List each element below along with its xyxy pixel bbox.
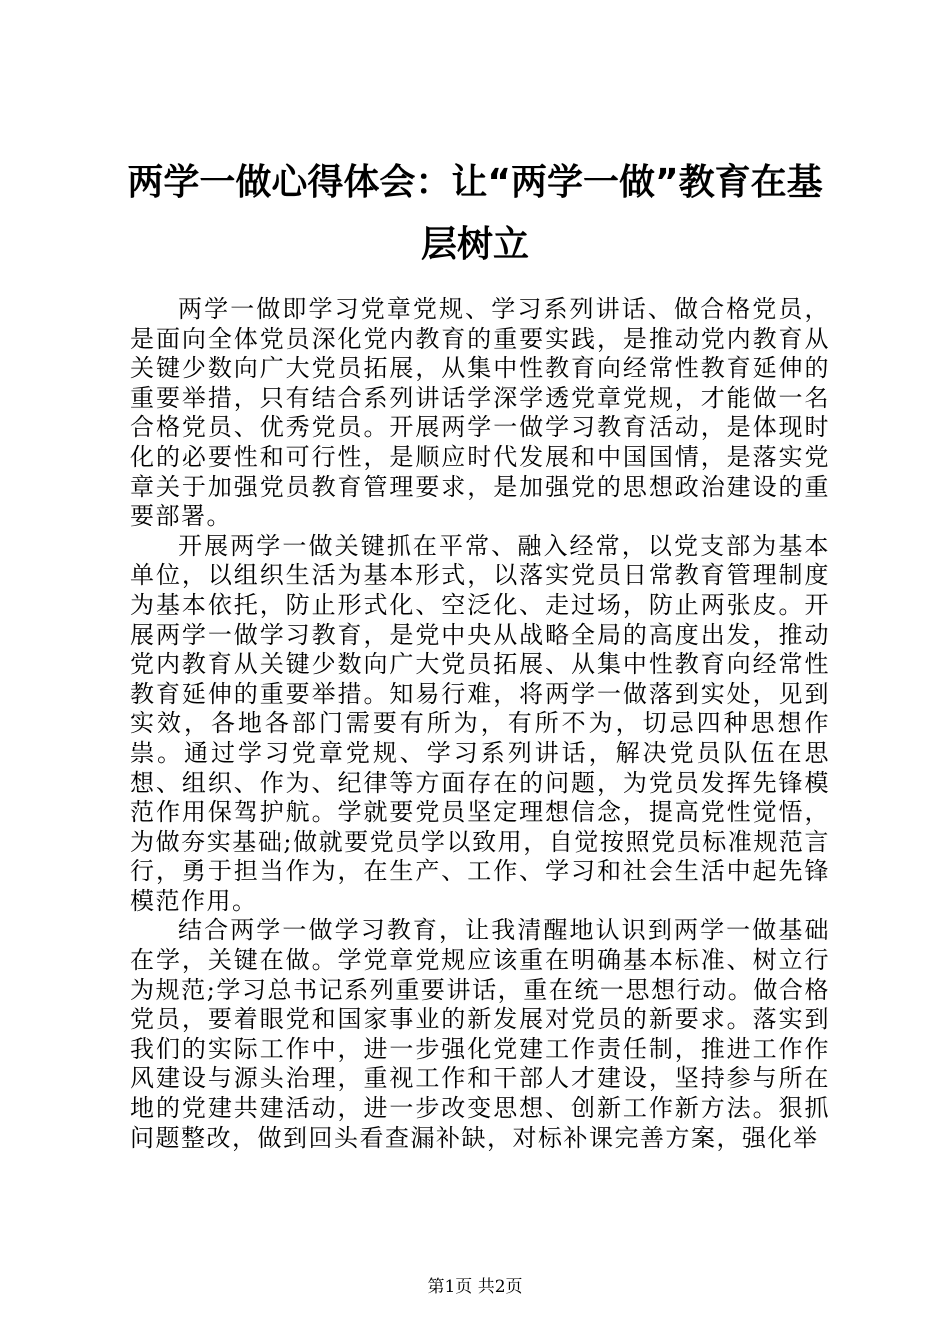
paragraph-2: 开展两学一做关键抓在平常、融入经常，以党支部为基本单位，以组织生活为基本形式，以落实党员日常教育管理制度为基本依托，防止形式化、空泛化、走过场，防止两张皮。开展两学一做学习教育，是党中央从战略全局的高度出发，推动党内教育从关键少数向广大党员拓展、从集中性教育向经常性教育延伸的重要举措。知易行难，将两学一做落到实处，见到实效，各地各部门需要有所为，有所不为，切忌四种思想作祟。通过学习党章党规、学习系列讲话，解决党员队伍在思想、组织、作为、纪律等方面存在的问题，为党员发挥先锋模范作用保驾护航。学就要党员坚定理想信念，提高党性觉悟，为做夯实基础;做就要党员学以致用，自觉按照党员标准规范言行，勇于担当作为，在生产、工作、学习和社会生活中起先锋模范作用。 — [130, 531, 830, 915]
page-footer: 第1页 共2页 — [427, 1277, 523, 1297]
document-title — [90, 152, 860, 276]
paragraph-3: 结合两学一做学习教育，让我清醒地认识到两学一做基础在学，关键在做。学党章党规应该重在明确基本标准、树立行为规范;学习总书记系列重要讲话，重在统一思想行动。做合格党员，要着眼党和国家事业的新发展对党员的新要求。落实到我们的实际工作中，进一步强化党建工作责任制，推进工作作风建设与源头治理，重视工作和干部人才建设，坚持参与所在地的党建共建活动，进一步改变思想、创新工作新方法。狠抓问题整改，做到回头看查漏补缺，对标补课完善方案，强化举 — [130, 916, 830, 1152]
document-body — [130, 295, 830, 1153]
paragraph-1: 两学一做即学习党章党规、学习系列讲话、做合格党员，是面向全体党员深化党内教育的重要实践，是推动党内教育从关键少数向广大党员拓展，从集中性教育向经常性教育延伸的重要举措，只有结合系列讲话学深学透党章党规，才能做一名合格党员、优秀党员。开展两学一做学习教育活动，是体现时化的必要性和可行性，是顺应时代发展和中国国情，是落实党章关于加强党员教育管理要求，是加强党的思想政治建设的重要部署。 — [130, 295, 830, 531]
title-line-2: 层树立 — [420, 224, 529, 265]
title-line-1: 两学一做心得体会：让“两学一做”教育在基 — [127, 162, 823, 203]
